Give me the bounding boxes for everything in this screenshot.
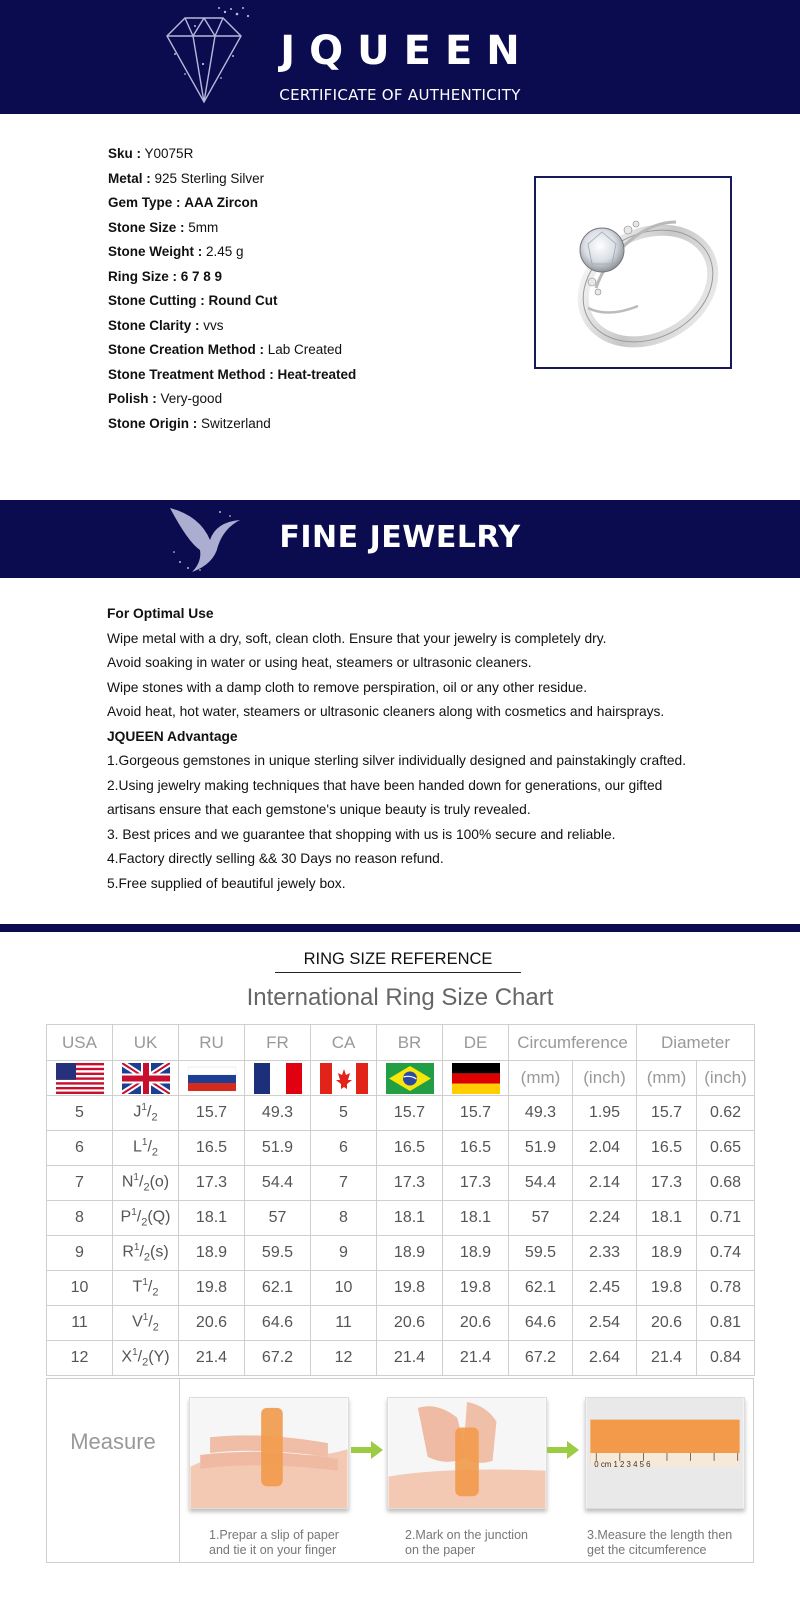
size-cell-usa: 9: [47, 1236, 113, 1271]
arrow-right-icon: [547, 1441, 579, 1459]
spec-row: [108, 191, 356, 216]
step2-photo: [387, 1397, 547, 1509]
unit-circ-mm: (mm): [509, 1061, 573, 1096]
size-cell-circ-in: 2.14: [573, 1166, 637, 1201]
size-cell-br: 15.7: [377, 1096, 443, 1131]
spec-row: [108, 314, 356, 339]
size-cell-br: 21.4: [377, 1341, 443, 1376]
spec-label: Stone Weight :: [108, 244, 203, 259]
size-cell-de: 15.7: [443, 1096, 509, 1131]
uk-size-letter: P: [120, 1208, 132, 1226]
step3-caption: 3.Measure the length then get the citcumference: [587, 1528, 733, 1557]
step1-photo: [189, 1397, 349, 1509]
size-cell-dia-in: 0.78: [697, 1271, 755, 1306]
uk-flag-icon: [122, 1063, 170, 1094]
spec-row: [108, 142, 356, 167]
care-line: Wipe stones with a damp cloth to remove perspiration, oil or any other residue.: [107, 679, 588, 695]
header-banner: [0, 0, 800, 114]
table-row: [47, 1096, 755, 1131]
spec-value: Heat-treated: [277, 366, 357, 382]
header-fr: FR: [245, 1025, 311, 1061]
size-cell-de: 16.5: [443, 1131, 509, 1166]
size-cell-usa: 8: [47, 1201, 113, 1236]
care-line: Avoid soaking in water or using heat, steamers or ultrasonic cleaners.: [107, 655, 532, 670]
size-cell-uk: $V^1/_2$: [113, 1306, 179, 1341]
france-flag-icon: [254, 1063, 302, 1094]
spec-row: [108, 265, 356, 290]
size-cell-circ-in: 2.33: [573, 1236, 637, 1271]
table-row: [47, 1271, 755, 1306]
uk-size-letter: J: [133, 1103, 142, 1121]
size-cell-circ-mm: 49.3: [509, 1096, 573, 1131]
size-cell-ca: 7: [311, 1166, 377, 1201]
ring-size-table: [46, 1024, 755, 1376]
care-heading: JQUEEN Advantage: [107, 728, 238, 744]
spec-row: [108, 338, 356, 363]
spec-value: AAA Zircon: [184, 195, 259, 210]
spec-value: Lab Created: [267, 342, 343, 357]
size-cell-de: 17.3: [443, 1166, 509, 1201]
spec-value: Round Cut: [208, 293, 278, 308]
spec-list: [108, 142, 356, 436]
size-cell-ru: 18.9: [179, 1236, 245, 1271]
size-cell-uk: $L^1/_2$: [113, 1131, 179, 1166]
size-cell-dia-mm: 17.3: [637, 1166, 697, 1201]
ring-image: [536, 178, 730, 367]
spec-value: vvs: [203, 317, 224, 333]
size-cell-fr: 57: [245, 1201, 311, 1236]
size-cell-ca: 10: [311, 1271, 377, 1306]
size-cell-circ-mm: 54.4: [509, 1166, 573, 1201]
spec-value: Very-good: [160, 391, 223, 406]
uk-size-letter: R: [122, 1243, 134, 1261]
us-flag-icon: [56, 1063, 104, 1094]
care-line: 4.Factory directly selling && 30 Days no reason refund.: [107, 851, 444, 866]
header-de: DE: [443, 1025, 509, 1061]
germany-flag-icon: [452, 1063, 500, 1094]
size-cell-ru: 21.4: [179, 1341, 245, 1376]
size-cell-dia-mm: 21.4: [637, 1341, 697, 1376]
size-cell-br: 17.3: [377, 1166, 443, 1201]
size-cell-de: 18.1: [443, 1201, 509, 1236]
spec-value: 2.45 g: [206, 244, 244, 259]
care-line: 1.Gorgeous gemstones in unique sterling silver individually designed and painstakingly crafted.: [107, 753, 687, 768]
uk-size-letter: N: [121, 1173, 134, 1191]
size-cell-br: 20.6: [377, 1306, 443, 1341]
header-diameter: Diameter: [637, 1025, 755, 1061]
care-line: 3. Best prices and we guarantee that shopping with us is 100% secure and reliable.: [107, 826, 616, 842]
size-cell-uk: $R^1/_2(s)$: [113, 1236, 179, 1271]
size-cell-circ-in: 2.45: [573, 1271, 637, 1306]
size-cell-usa: 10: [47, 1271, 113, 1306]
spec-label: Stone Size :: [108, 219, 185, 235]
measure-guide: [46, 1378, 754, 1563]
size-cell-circ-mm: 57: [509, 1201, 573, 1236]
header-ca: CA: [311, 1025, 377, 1061]
spec-value: 6 7 8 9: [180, 268, 223, 284]
russia-flag-cell: [179, 1061, 245, 1096]
header-usa: USA: [47, 1025, 113, 1061]
ruler-scale-text: 0 cm 1 2 3 4 5 6: [594, 1459, 651, 1469]
uk-flag-cell: [113, 1061, 179, 1096]
size-cell-dia-mm: 18.9: [637, 1236, 697, 1271]
size-cell-br: 19.8: [377, 1271, 443, 1306]
size-cell-fr: 49.3: [245, 1096, 311, 1131]
germany-flag-cell: [443, 1061, 509, 1096]
size-cell-dia-mm: 20.6: [637, 1306, 697, 1341]
size-cell-uk: $N^1/_2(o)$: [113, 1166, 179, 1201]
care-line: 5.Free supplied of beautiful jewely box.: [107, 875, 346, 891]
size-cell-ru: 19.8: [179, 1271, 245, 1306]
size-cell-fr: 67.2: [245, 1341, 311, 1376]
size-cell-uk: $X^1/_2(Y)$: [113, 1341, 179, 1376]
header-ru: RU: [179, 1025, 245, 1061]
certificate-subtitle: CERTIFICATE OF AUTHENTICITY: [279, 86, 521, 104]
size-cell-ca: 6: [311, 1131, 377, 1166]
spec-label: Sku :: [108, 146, 142, 161]
spec-label: Stone Creation Method :: [108, 342, 264, 357]
size-cell-ru: 16.5: [179, 1131, 245, 1166]
size-cell-circ-mm: 64.6: [509, 1306, 573, 1341]
size-cell-circ-mm: 62.1: [509, 1271, 573, 1306]
uk-size-letter: V: [132, 1313, 143, 1331]
size-cell-uk: $T^1/_2$: [113, 1271, 179, 1306]
care-line: Wipe metal with a dry, soft, clean cloth. Ensure that your jewelry is completely dry.: [107, 630, 607, 646]
table-row: [47, 1131, 755, 1166]
size-cell-fr: 54.4: [245, 1166, 311, 1201]
france-flag-cell: [245, 1061, 311, 1096]
size-cell-dia-in: 0.65: [697, 1131, 755, 1166]
size-cell-usa: 12: [47, 1341, 113, 1376]
size-cell-fr: 64.6: [245, 1306, 311, 1341]
product-image-frame: [534, 176, 732, 369]
ring-size-reference-title: RING SIZE REFERENCE: [275, 950, 521, 973]
size-cell-usa: 11: [47, 1306, 113, 1341]
header-circumference: Circumference: [509, 1025, 637, 1061]
size-cell-circ-mm: 67.2: [509, 1341, 573, 1376]
spec-value: Switzerland: [201, 415, 271, 431]
uk-size-suffix: (Q): [147, 1208, 171, 1226]
ring-size-chart-title: International Ring Size Chart: [246, 984, 554, 1011]
size-cell-dia-in: 0.62: [697, 1096, 755, 1131]
size-cell-br: 16.5: [377, 1131, 443, 1166]
uk-size-suffix: (Y): [148, 1348, 170, 1366]
size-cell-de: 21.4: [443, 1341, 509, 1376]
size-cell-uk: $P^1/_2(Q)$: [113, 1201, 179, 1236]
size-cell-ca: 9: [311, 1236, 377, 1271]
measure-divider: [179, 1379, 180, 1562]
unit-dia-inch: (inch): [697, 1061, 755, 1096]
size-cell-dia-in: 0.84: [697, 1341, 755, 1376]
care-line: Avoid heat, hot water, steamers or ultrasonic cleaners along with cosmetics and hairsprays.: [107, 704, 665, 719]
spec-row: [108, 412, 356, 437]
size-cell-circ-in: 2.54: [573, 1306, 637, 1341]
uk-size-letter: X: [121, 1348, 133, 1366]
spec-row: [108, 363, 356, 388]
fine-jewelry-banner: [0, 500, 800, 578]
spec-label: Metal :: [108, 170, 151, 186]
canada-flag-icon: [320, 1063, 368, 1094]
size-cell-ca: 8: [311, 1201, 377, 1236]
size-cell-ca: 11: [311, 1306, 377, 1341]
size-cell-fr: 62.1: [245, 1271, 311, 1306]
spec-row: [108, 240, 356, 265]
spec-row: [108, 216, 356, 241]
size-cell-ca: 5: [311, 1096, 377, 1131]
size-cell-dia-in: 0.71: [697, 1201, 755, 1236]
step3-photo: [585, 1397, 745, 1509]
table-row: [47, 1236, 755, 1271]
measure-label: Measure: [70, 1429, 156, 1454]
uk-size-letter: L: [132, 1138, 142, 1156]
table-row: [47, 1306, 755, 1341]
care-heading: For Optimal Use: [107, 606, 214, 621]
care-line: 2.Using jewelry making techniques that have been handed down for generations, our gifted: [107, 777, 663, 793]
size-cell-circ-in: 2.24: [573, 1201, 637, 1236]
spec-label: Stone Cutting :: [108, 293, 205, 308]
us-flag-cell: [47, 1061, 113, 1096]
care-line: artisans ensure that each gemstone's unique beauty is truly revealed.: [107, 802, 531, 817]
spec-value: 925 Sterling Silver: [154, 170, 265, 186]
step2-caption: 2.Mark on the junction on the paper: [405, 1528, 528, 1557]
spec-row: [108, 387, 356, 412]
size-cell-usa: 6: [47, 1131, 113, 1166]
canada-flag-cell: [311, 1061, 377, 1096]
size-cell-ru: 20.6: [179, 1306, 245, 1341]
russia-flag-icon: [188, 1063, 236, 1094]
arrow-right-icon: [351, 1441, 383, 1459]
table-row: [47, 1201, 755, 1236]
table-row: [47, 1341, 755, 1376]
size-cell-br: 18.1: [377, 1201, 443, 1236]
size-cell-dia-mm: 16.5: [637, 1131, 697, 1166]
size-cell-de: 18.9: [443, 1236, 509, 1271]
spec-value: Y0075R: [144, 146, 194, 161]
size-cell-dia-in: 0.68: [697, 1166, 755, 1201]
size-cell-circ-in: 1.95: [573, 1096, 637, 1131]
spec-row: [108, 167, 356, 192]
spec-label: Stone Origin :: [108, 415, 198, 431]
care-instructions: [107, 602, 747, 896]
spec-label: Stone Clarity :: [108, 317, 200, 333]
size-cell-circ-mm: 59.5: [509, 1236, 573, 1271]
table-row: [47, 1166, 755, 1201]
size-cell-dia-mm: 19.8: [637, 1271, 697, 1306]
size-cell-usa: 7: [47, 1166, 113, 1201]
unit-dia-mm: (mm): [637, 1061, 697, 1096]
fine-jewelry-title: FINE JEWELRY: [279, 520, 521, 555]
size-cell-dia-mm: 18.1: [637, 1201, 697, 1236]
unit-circ-inch: (inch): [573, 1061, 637, 1096]
section-divider: [0, 924, 800, 932]
size-cell-br: 18.9: [377, 1236, 443, 1271]
size-cell-ca: 12: [311, 1341, 377, 1376]
header-uk: UK: [113, 1025, 179, 1061]
uk-size-suffix: (o): [149, 1173, 170, 1191]
size-cell-de: 19.8: [443, 1271, 509, 1306]
spec-value: 5mm: [188, 219, 219, 235]
size-cell-ru: 18.1: [179, 1201, 245, 1236]
size-cell-fr: 51.9: [245, 1131, 311, 1166]
size-cell-dia-mm: 15.7: [637, 1096, 697, 1131]
size-cell-fr: 59.5: [245, 1236, 311, 1271]
brand-title: JQUEEN: [280, 28, 534, 74]
brazil-flag-cell: [377, 1061, 443, 1096]
header-br: BR: [377, 1025, 443, 1061]
uk-size-suffix: (s): [150, 1243, 169, 1261]
size-cell-circ-mm: 51.9: [509, 1131, 573, 1166]
size-cell-uk: $J^1/_2$: [113, 1096, 179, 1131]
brazil-flag-icon: [386, 1063, 434, 1094]
size-cell-ru: 17.3: [179, 1166, 245, 1201]
spec-label: Polish :: [108, 391, 157, 406]
spec-label: Stone Treatment Method :: [108, 366, 274, 382]
spec-label: Gem Type :: [108, 195, 181, 210]
uk-size-letter: T: [132, 1278, 143, 1296]
spec-row: [108, 289, 356, 314]
size-cell-circ-in: 2.04: [573, 1131, 637, 1166]
size-cell-ru: 15.7: [179, 1096, 245, 1131]
spec-label: Ring Size :: [108, 268, 178, 284]
size-cell-de: 20.6: [443, 1306, 509, 1341]
size-cell-dia-in: 0.74: [697, 1236, 755, 1271]
size-cell-circ-in: 2.64: [573, 1341, 637, 1376]
size-cell-dia-in: 0.81: [697, 1306, 755, 1341]
size-cell-usa: 5: [47, 1096, 113, 1131]
step1-caption: 1.Prepar a slip of paper and tie it on your finger: [209, 1528, 339, 1557]
